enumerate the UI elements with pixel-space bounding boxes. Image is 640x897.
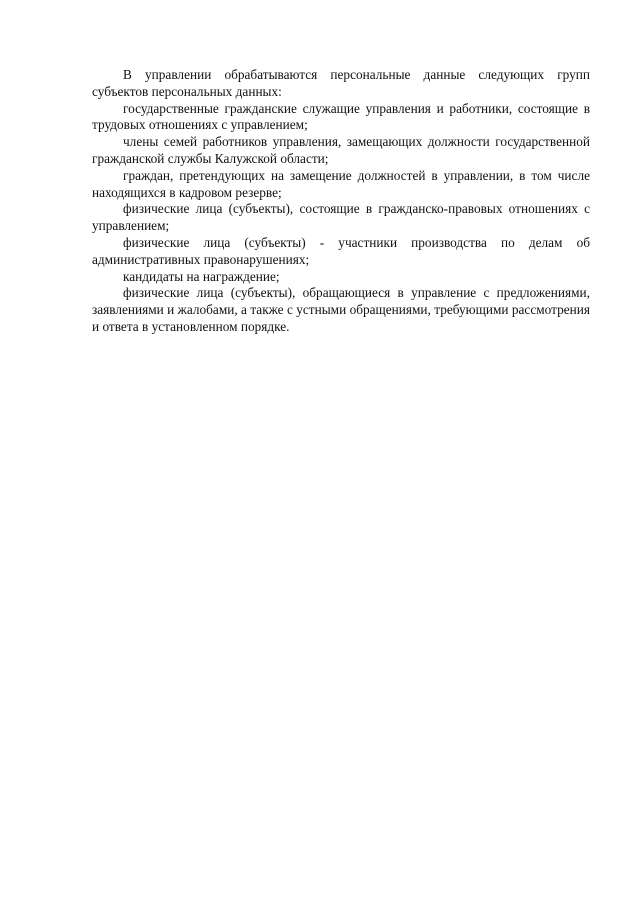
document-body bbox=[92, 67, 590, 336]
list-item: физические лица (субъекты) - участники производства по делам об административных правонарушениях; bbox=[92, 234, 590, 267]
list-item: физические лица (субъекты), обращающиеся в управление с предложениями, заявлениями и жалобами, а также с устными обращениями, требующими рассмотрения и ответа в установленном порядке. bbox=[92, 285, 590, 334]
list-item: физические лица (субъекты), состоящие в гражданско-правовых отношениях с управлением; bbox=[92, 201, 590, 234]
list-item: государственные гражданские служащие управления и работники, состоящие в трудовых отношениях с управлением; bbox=[92, 100, 590, 133]
list-item: граждан, претендующих на замещение должностей в управлении, в том числе находящихся в кадровом резерве; bbox=[92, 167, 590, 200]
intro-paragraph: В управлении обрабатываются персональные данные следующих групп субъектов персональных данных: bbox=[92, 67, 590, 99]
list-item: кандидаты на награждение; bbox=[123, 268, 280, 284]
list-item: члены семей работников управления, замещающих должности государственной гражданской службы Калужской области; bbox=[92, 134, 590, 166]
